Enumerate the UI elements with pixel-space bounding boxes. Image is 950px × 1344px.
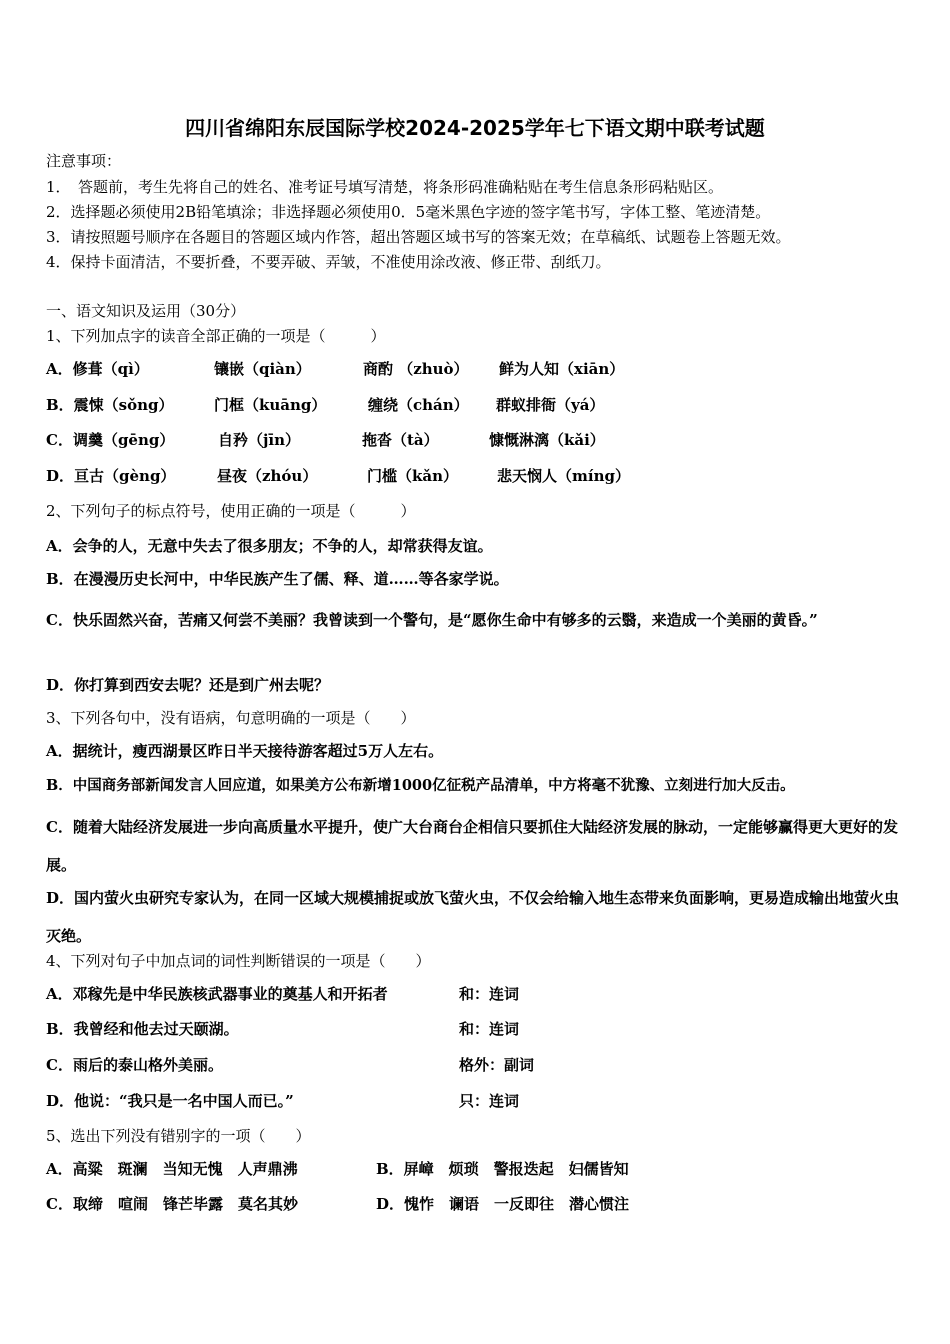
section-heading: 一、语文知识及运用（30分） (46, 302, 246, 320)
q1-option-cell: 昼夜（zhóu） (217, 467, 318, 485)
q4-judgement: 格外：副词 (459, 1056, 535, 1074)
q1-option-cell: 门框（kuāng） (214, 396, 327, 414)
q3-option-a: A．据统计，瘦西湖景区昨日半天接待游客超过5万人左右。 (46, 742, 444, 760)
q2-option-b: B．在漫漫历史长河中，中华民族产生了儒、释、道……等各家学说。 (46, 570, 509, 588)
q1-option-cell: A．修葺（qì） (46, 360, 149, 378)
notice-item: 2．选择题必须使用2B铅笔填涂；非选择题必须使用0．5毫米黑色字迹的签字笔书写，字体工整、笔迹清楚。 (46, 203, 771, 221)
q1-option-cell: 拖沓（tà） (362, 431, 439, 449)
q3-option-b: B．中国商务部新闻发言人回应道，如果美方公布新增1000亿征税产品清单，中方将毫不犹豫、立刻进行加大反击。 (46, 777, 795, 794)
q4-judgement: 和：连词 (459, 985, 520, 1003)
q1-option-cell: 门槛（kǎn） (367, 467, 459, 485)
question-stem: 3、下列各句中，没有语病，句意明确的一项是（ ） (46, 709, 416, 727)
q4-judgement: 只：连词 (459, 1092, 520, 1110)
page-title: 四川省绵阳东辰国际学校2024-2025学年七下语文期中联考试题 (185, 116, 765, 140)
q1-option-cell: 群蚁排衙（yá） (496, 396, 605, 414)
q5-option-d: D．愧怍 谰语 一反即往 潜心惯注 (376, 1195, 630, 1213)
q2-option-a: A．会争的人，无意中失去了很多朋友；不争的人，却常获得友谊。 (46, 537, 493, 555)
q1-option-cell: 悲天悯人（míng） (497, 467, 630, 485)
q4-sentence: C．雨后的泰山格外美丽。 (46, 1056, 223, 1074)
q4-judgement: 和：连词 (459, 1020, 520, 1038)
q1-option-cell: B．震悚（sǒng） (46, 396, 174, 414)
q4-sentence: B．我曾经和他去过天颐湖。 (46, 1020, 239, 1038)
notice-item: 4．保持卡面清洁，不要折叠，不要弄破、弄皱，不准使用涂改液、修正带、刮纸刀。 (46, 253, 611, 271)
notice-heading: 注意事项： (46, 152, 122, 170)
q1-option-cell: D．亘古（gèng） (46, 467, 176, 485)
question-stem: 4、下列对句子中加点词的词性判断错误的一项是（ ） (46, 952, 431, 970)
q1-option-cell: 鲜为人知（xiān） (499, 360, 625, 378)
q4-sentence: D．他说：“我只是一名中国人而已。” (46, 1092, 294, 1110)
q1-option-cell: 商酌 （zhuò） (363, 360, 469, 378)
q4-sentence: A．邓稼先是中华民族核武器事业的奠基人和开拓者 (46, 985, 388, 1003)
q3-option-c: C．随着大陆经济发展进一步向高质量水平提升，使广大台商台企相信只要抓住大陆经济发展的脉动，一定能够赢得更大更好的发展。 (46, 818, 898, 874)
q1-option-cell: 慷慨淋漓（kǎi） (489, 431, 605, 449)
question-stem: 2、下列句子的标点符号，使用正确的一项是（ ） (46, 502, 416, 520)
q5-option-c: C．取缔 喧闹 锋芒毕露 莫名其妙 (46, 1195, 298, 1213)
q1-option-cell: C．调羹（gēng） (46, 431, 175, 449)
question-stem: 1、下列加点字的读音全部正确的一项是（ ） (46, 327, 386, 345)
q3-option-d: D．国内萤火虫研究专家认为，在同一区域大规模捕捉或放飞萤火虫，不仅会给输入地生态带来负面影响，更易造成输出地萤火虫灭绝。 (46, 889, 900, 945)
notice-item: 3．请按照题号顺序在各题目的答题区域内作答，超出答题区域书写的答案无效；在草稿纸、试题卷上答题无效。 (46, 228, 791, 246)
q2-option-d: D．你打算到西安去呢？还是到广州去呢？ (46, 676, 330, 694)
q5-option-a: A．高粱 斑澜 当知无愧 人声鼎沸 (46, 1160, 298, 1178)
notice-item: 1． 答题前，考生先将自己的姓名、准考证号填写清楚，将条形码准确粘贴在考生信息条形码粘贴区。 (46, 178, 724, 196)
q1-option-cell: 镶嵌（qiàn） (214, 360, 311, 378)
q1-option-cell: 缠绕（chán） (368, 396, 469, 414)
q1-option-cell: 自矜（jīn） (218, 431, 301, 449)
q2-option-c: C．快乐固然兴奋，苦痛又何尝不美丽？我曾读到一个警句，是“愿你生命中有够多的云翳，来造成一个美丽的黄昏。” (46, 611, 818, 629)
question-stem: 5、选出下列没有错别字的一项（ ） (46, 1127, 311, 1145)
q5-option-b: B．屏嶂 烦琐 警报迭起 妇儒皆知 (376, 1160, 629, 1178)
